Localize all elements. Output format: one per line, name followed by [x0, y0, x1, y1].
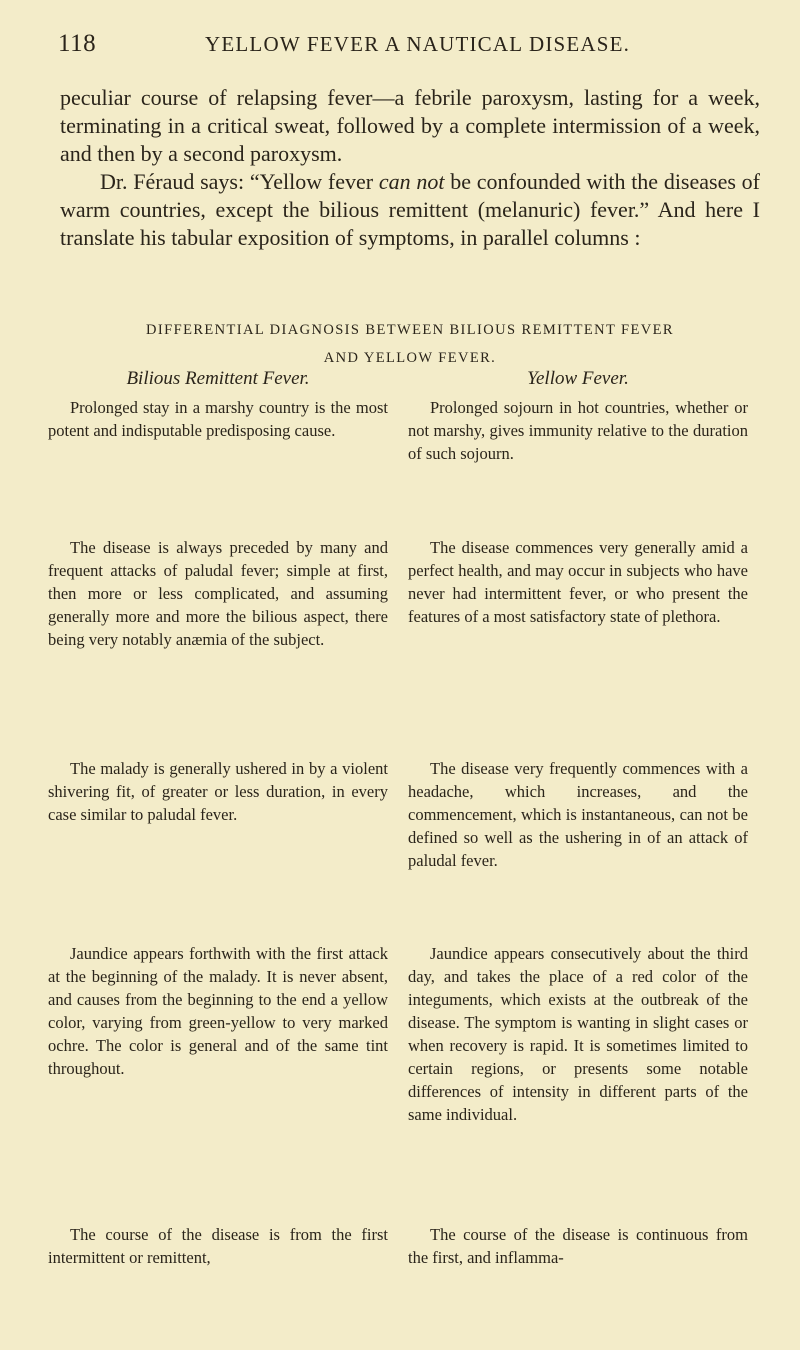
left-cell-text: Prolonged stay in a marshy country is the most potent and indisputable predisposing cause. [48, 398, 388, 440]
right-cell-text: The disease commences very generally amid a perfect health, and may occur in subjects who have never had intermittent fever, or who present the features of a most satisfactory state of plethora. [408, 538, 748, 626]
table-heading-line-1: DIFFERENTIAL DIAGNOSIS BETWEEN BILIOUS REMITTENT FEVER [146, 322, 674, 338]
left-cell-1 [48, 396, 388, 442]
right-cell-1 [408, 396, 748, 465]
intro-emphasis: can not [378, 169, 445, 194]
left-cell-text: The malady is generally ushered in by a violent shivering fit, of greater or less duration, in every case similar to paludal fever. [48, 759, 388, 824]
right-cell-text: Prolonged sojourn in hot countries, whether or not marshy, gives immunity relative to the duration of such sojourn. [408, 398, 748, 463]
page-header [0, 30, 800, 70]
left-cell-2 [48, 536, 388, 651]
intro-paragraph-2-start: Dr. Féraud says: “Yellow fever [100, 169, 379, 194]
right-cell-5 [408, 1223, 748, 1269]
right-cell-2 [408, 536, 748, 628]
left-cell-4 [48, 942, 388, 1080]
intro-paragraph-2-end: be confounded with the diseases of warm countries, except the bilious remittent (melanuric) fever.” And here I translate his tabular exposition of symptoms, in parallel columns : [60, 169, 760, 250]
intro-text [60, 84, 760, 252]
table-heading [60, 316, 760, 372]
right-cell-text: The course of the disease is continuous from the first, and inflamma- [408, 1225, 748, 1267]
right-cell-4 [408, 942, 748, 1126]
left-column-title: Bilious Remittent Fever. [126, 368, 310, 389]
left-cell-text: The course of the disease is from the first intermittent or remittent, [48, 1225, 388, 1267]
page-number: 118 [58, 30, 97, 57]
right-cell-text: Jaundice appears consecutively about the third day, and takes the place of a red color of the integuments, which exists at the outbreak of the disease. The symptom is wanting in slight cases or when recovery is rapid. It is sometimes limited to certain regions, or presents some notable differences of intensity in different parts of the same individual. [408, 944, 748, 1124]
left-cell-3 [48, 757, 388, 826]
table-heading-line-2: AND YELLOW FEVER. [323, 350, 497, 366]
right-cell-3 [408, 757, 748, 872]
left-cell-text: Jaundice appears forthwith with the first attack at the beginning of the malady. It is never absent, and causes from the beginning to the end a yellow color, varying from green-yellow to very marked ochre. The color is general and of the same tint throughout. [48, 944, 388, 1078]
right-cell-text: The disease very frequently commences with a headache, which increases, and the commencement, which is instantaneous, can not be defined so well as the ushering in of an attack of paludal fever. [408, 759, 748, 870]
right-column-title: Yellow Fever. [527, 368, 629, 389]
left-cell-text: The disease is always preceded by many and frequent attacks of paludal fever; simple at first, then more or less complicated, and assuming generally more and more the bilious aspect, there being very notably anæmia of the subject. [48, 538, 388, 649]
intro-paragraph-1: peculiar course of relapsing fever—a febrile paroxysm, lasting for a week, terminating in a critical sweat, followed by a complete intermission of a week, and then by a second paroxysm. [60, 85, 760, 166]
intro-paragraph-2 [60, 168, 760, 252]
running-title: YELLOW FEVER A NAUTICAL DISEASE. [205, 32, 631, 56]
left-cell-5 [48, 1223, 388, 1269]
